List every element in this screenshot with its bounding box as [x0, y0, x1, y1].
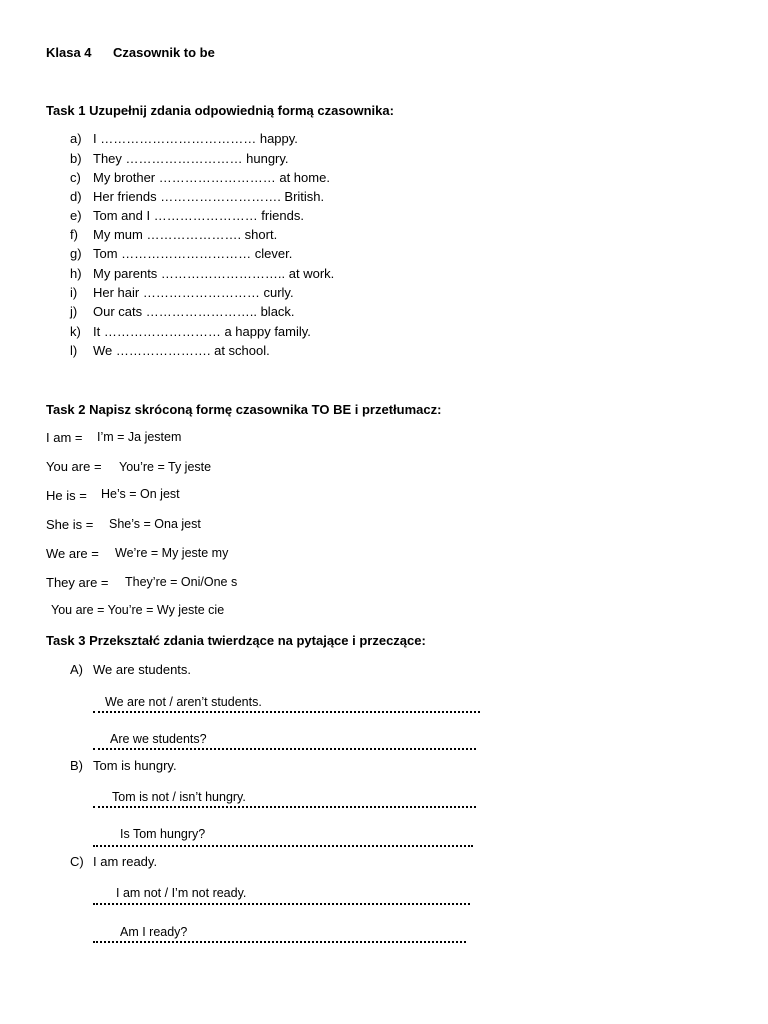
answer-line — [93, 940, 466, 943]
task3-question-answer: Am I ready? — [120, 925, 188, 939]
list-item — [0, 324, 700, 342]
task2-prompt: She is = — [46, 517, 94, 532]
list-item — [0, 170, 700, 188]
task2-answer: I’m = Ja jestem — [97, 430, 182, 444]
item-text: My mum …………………. short. — [93, 227, 278, 242]
answer-line — [93, 805, 476, 808]
item-label: k) — [70, 324, 81, 339]
task2-prompt: We are = — [46, 546, 99, 561]
task2-prompt: You are = — [46, 459, 102, 474]
task3-item-label: C) — [70, 854, 84, 869]
list-item — [0, 285, 700, 303]
task2-extra-line: You are = You’re = Wy jeste cie — [51, 603, 225, 617]
item-label: i) — [70, 285, 78, 300]
item-label: c) — [70, 170, 81, 185]
task3-item-label: B) — [70, 758, 83, 773]
item-text: It ……………………… a happy family. — [93, 324, 311, 339]
task1-title: Task 1 Uzupełnij zdania odpowiednią formą czasownika: — [46, 103, 394, 118]
task3-title: Task 3 Przekształć zdania twierdzące na pytające i przeczące: — [46, 633, 426, 648]
list-item — [0, 151, 700, 169]
list-item — [0, 246, 700, 264]
task2-answer: You’re = Ty jeste — [119, 460, 212, 474]
item-text: They ……………………… hungry. — [93, 151, 289, 166]
item-label: j) — [70, 304, 78, 319]
task3-sentence: I am ready. — [93, 854, 158, 869]
answer-line — [93, 844, 473, 847]
task3-sentence: Tom is hungry. — [93, 758, 177, 773]
list-item — [0, 208, 700, 226]
answer-line — [93, 710, 480, 713]
item-text: My brother ……………………… at home. — [93, 170, 330, 185]
class-label: Klasa 4 — [46, 45, 92, 60]
task3-item-label: A) — [70, 662, 83, 677]
item-label: a) — [70, 131, 82, 146]
item-text: Tom and I …………………… friends. — [93, 208, 304, 223]
task3-question-answer: Is Tom hungry? — [120, 827, 206, 841]
item-label: h) — [70, 266, 82, 281]
task2-answer: We’re = My jeste my — [115, 546, 229, 560]
task3-negative-answer: I am not / I’m not ready. — [116, 886, 247, 900]
list-item — [0, 266, 700, 284]
answer-line — [93, 747, 476, 750]
task3-sentence: We are students. — [93, 662, 192, 677]
task2-prompt: They are = — [46, 575, 109, 590]
item-text: Tom ………………………… clever. — [93, 246, 293, 261]
task2-answer: They’re = Oni/One s — [125, 575, 238, 589]
item-label: d) — [70, 189, 82, 204]
list-item — [0, 343, 700, 361]
list-item — [0, 131, 700, 149]
list-item — [0, 304, 700, 322]
task2-answer: He’s = On jest — [101, 487, 180, 501]
list-item — [0, 227, 700, 245]
item-text: Our cats …………………….. black. — [93, 304, 295, 319]
item-label: g) — [70, 246, 82, 261]
item-label: e) — [70, 208, 82, 223]
item-text: My parents ……………………….. at work. — [93, 266, 335, 281]
task2-answer: She’s = Ona jest — [109, 517, 201, 531]
item-text: I ……………………………… happy. — [93, 131, 298, 146]
topic-title: Czasownik to be — [113, 45, 215, 60]
item-text: We …………………. at school. — [93, 343, 270, 358]
task2-prompt: I am = — [46, 430, 83, 445]
list-item — [0, 189, 700, 207]
task2-prompt: He is = — [46, 488, 87, 503]
item-label: b) — [70, 151, 82, 166]
answer-line — [93, 902, 470, 905]
item-label: f) — [70, 227, 78, 242]
task3-negative-answer: We are not / aren’t students. — [105, 695, 262, 709]
item-text: Her hair ……………………… curly. — [93, 285, 294, 300]
item-text: Her friends ………………………. British. — [93, 189, 325, 204]
task2-title: Task 2 Napisz skróconą formę czasownika TO BE i przetłumacz: — [46, 402, 442, 417]
task3-negative-answer: Tom is not / isn’t hungry. — [112, 790, 246, 804]
task3-question-answer: Are we students? — [110, 732, 207, 746]
item-label: l) — [70, 343, 78, 358]
